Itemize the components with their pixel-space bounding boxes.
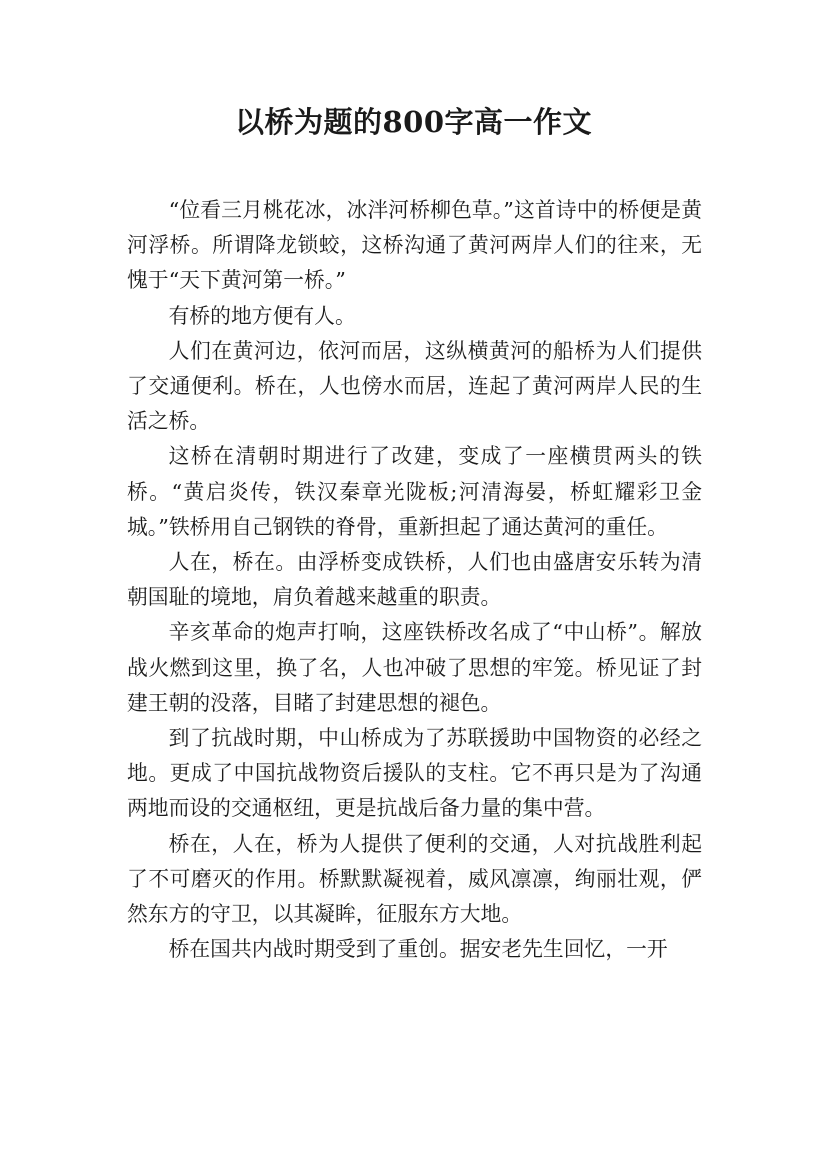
paragraph-4: 这桥在清朝时期进行了改建，变成了一座横贯两头的铁桥。“黄启炎传，铁汉秦章光陇板;河清海晏，桥虹耀彩卫金城。”铁桥用自己钢铁的脊骨，重新担起了通达黄河的重任。 xyxy=(127,444,702,539)
document-body xyxy=(127,193,702,967)
paragraph-8: 桥在，人在，桥为人提供了便利的交通，人对抗战胜利起了不可磨灭的作用。桥默默凝视着，威风凛凛，绚丽壮观，俨然东方的守卫，以其凝眸，征服东方大地。 xyxy=(127,831,702,927)
document-title: 以桥为题的800字高一作文 xyxy=(234,105,593,139)
paragraph-3: 人们在黄河边，依河而居，这纵横黄河的船桥为人们提供了交通便利。桥在，人也傍水而居，连起了黄河两岸人民的生活之桥。 xyxy=(127,338,702,434)
paragraph-1: “位看三月桃花冰，冰泮河桥柳色草。”这首诗中的桥便是黄河浮桥。所谓降龙锁蛟，这桥沟通了黄河两岸人们的往来，无愧于“天下黄河第一桥。” xyxy=(127,198,702,293)
paragraph-6: 辛亥革命的炮声打响，这座铁桥改名成了“中山桥”。解放战火燃到这里，换了名，人也冲破了思想的牢笼。桥见证了封建王朝的没落，目睹了封建思想的褪色。 xyxy=(127,620,702,715)
paragraph-9: 桥在国共内战时期受到了重创。据安老先生回忆，一开 xyxy=(168,937,668,962)
paragraph-2: 有桥的地方便有人。 xyxy=(168,303,356,328)
paragraph-7: 到了抗战时期，中山桥成为了苏联援助中国物资的必经之地。更成了中国抗战物资后援队的支柱。它不再只是为了沟通两地而设的交通枢纽，更是抗战后备力量的集中营。 xyxy=(127,726,702,821)
paragraph-5: 人在，桥在。由浮桥变成铁桥，人们也由盛唐安乐转为清朝国耻的境地，肩负着越来越重的职责。 xyxy=(127,550,702,610)
